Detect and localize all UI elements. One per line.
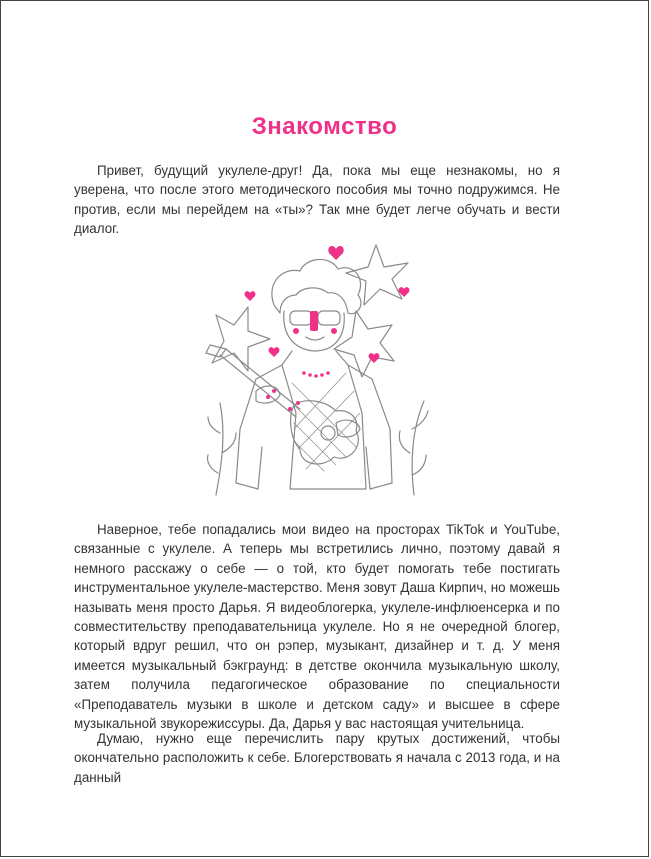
star-shape [346,245,408,305]
heart-icon [269,347,280,357]
nose-accent [310,311,318,331]
page-title: Знакомство [251,113,398,140]
ukulele-player-illustration [196,233,436,503]
intro-paragraph: Привет, будущий укулеле-друг! Да, пока мы еще незнакомы, но я уверена, что после этого методического пособия мы точно подружимся. Не против, если мы перейдем на «ты»? Так мне будет легче обучать и вести диалог. [74,163,560,237]
glasses-lens [290,311,312,325]
ukulele-neck [220,349,300,417]
leaf-branch [207,403,236,495]
leaf-branch [399,401,428,495]
achievements-paragraph: Думаю, нужно еще перечислить пару крутых достижений, чтобы окончательно расположить к себе. Блогерствовать я начала с 2013 года, и на данный [74,731,560,785]
star-shape [334,311,394,377]
heart-icon [245,291,256,301]
about-paragraph: Наверное, тебе попадались мои видео на просторах TikTok и YouTube, связанные с укулеле. А теперь мы встретились лично, поэтому давай я немного расскажу о себе — о той, кто будет помогать тебе постигать инструментальное укулеле-мастерство. Меня зовут Даша Кирпич, но можешь называть меня просто Дарья. Я видеоблогерка, укулеле-инфлюенсерка и по совместительству преподавательница укулеле. Но я не очередной блогер, который вдруг решил, что он рэпер, музыкант, дизайнер и т. д. У меня имеется музыкальный бэкграунд: в детстве окончила музыкальную школу, затем получила педагогическое образование по специальности «Преподаватель музыки в школе и детском саду» и высшее в сфере музыкальной звукорежиссуры. Да, Дарья у вас настоящая учительница. [74,522,560,732]
ukulele-body [291,401,359,464]
jacket-shape [236,351,392,489]
cheek-blush [331,328,337,334]
hair-shape [272,259,361,313]
heart-icon [328,246,343,260]
glasses-lens [318,311,340,325]
cheek-blush [293,328,299,334]
